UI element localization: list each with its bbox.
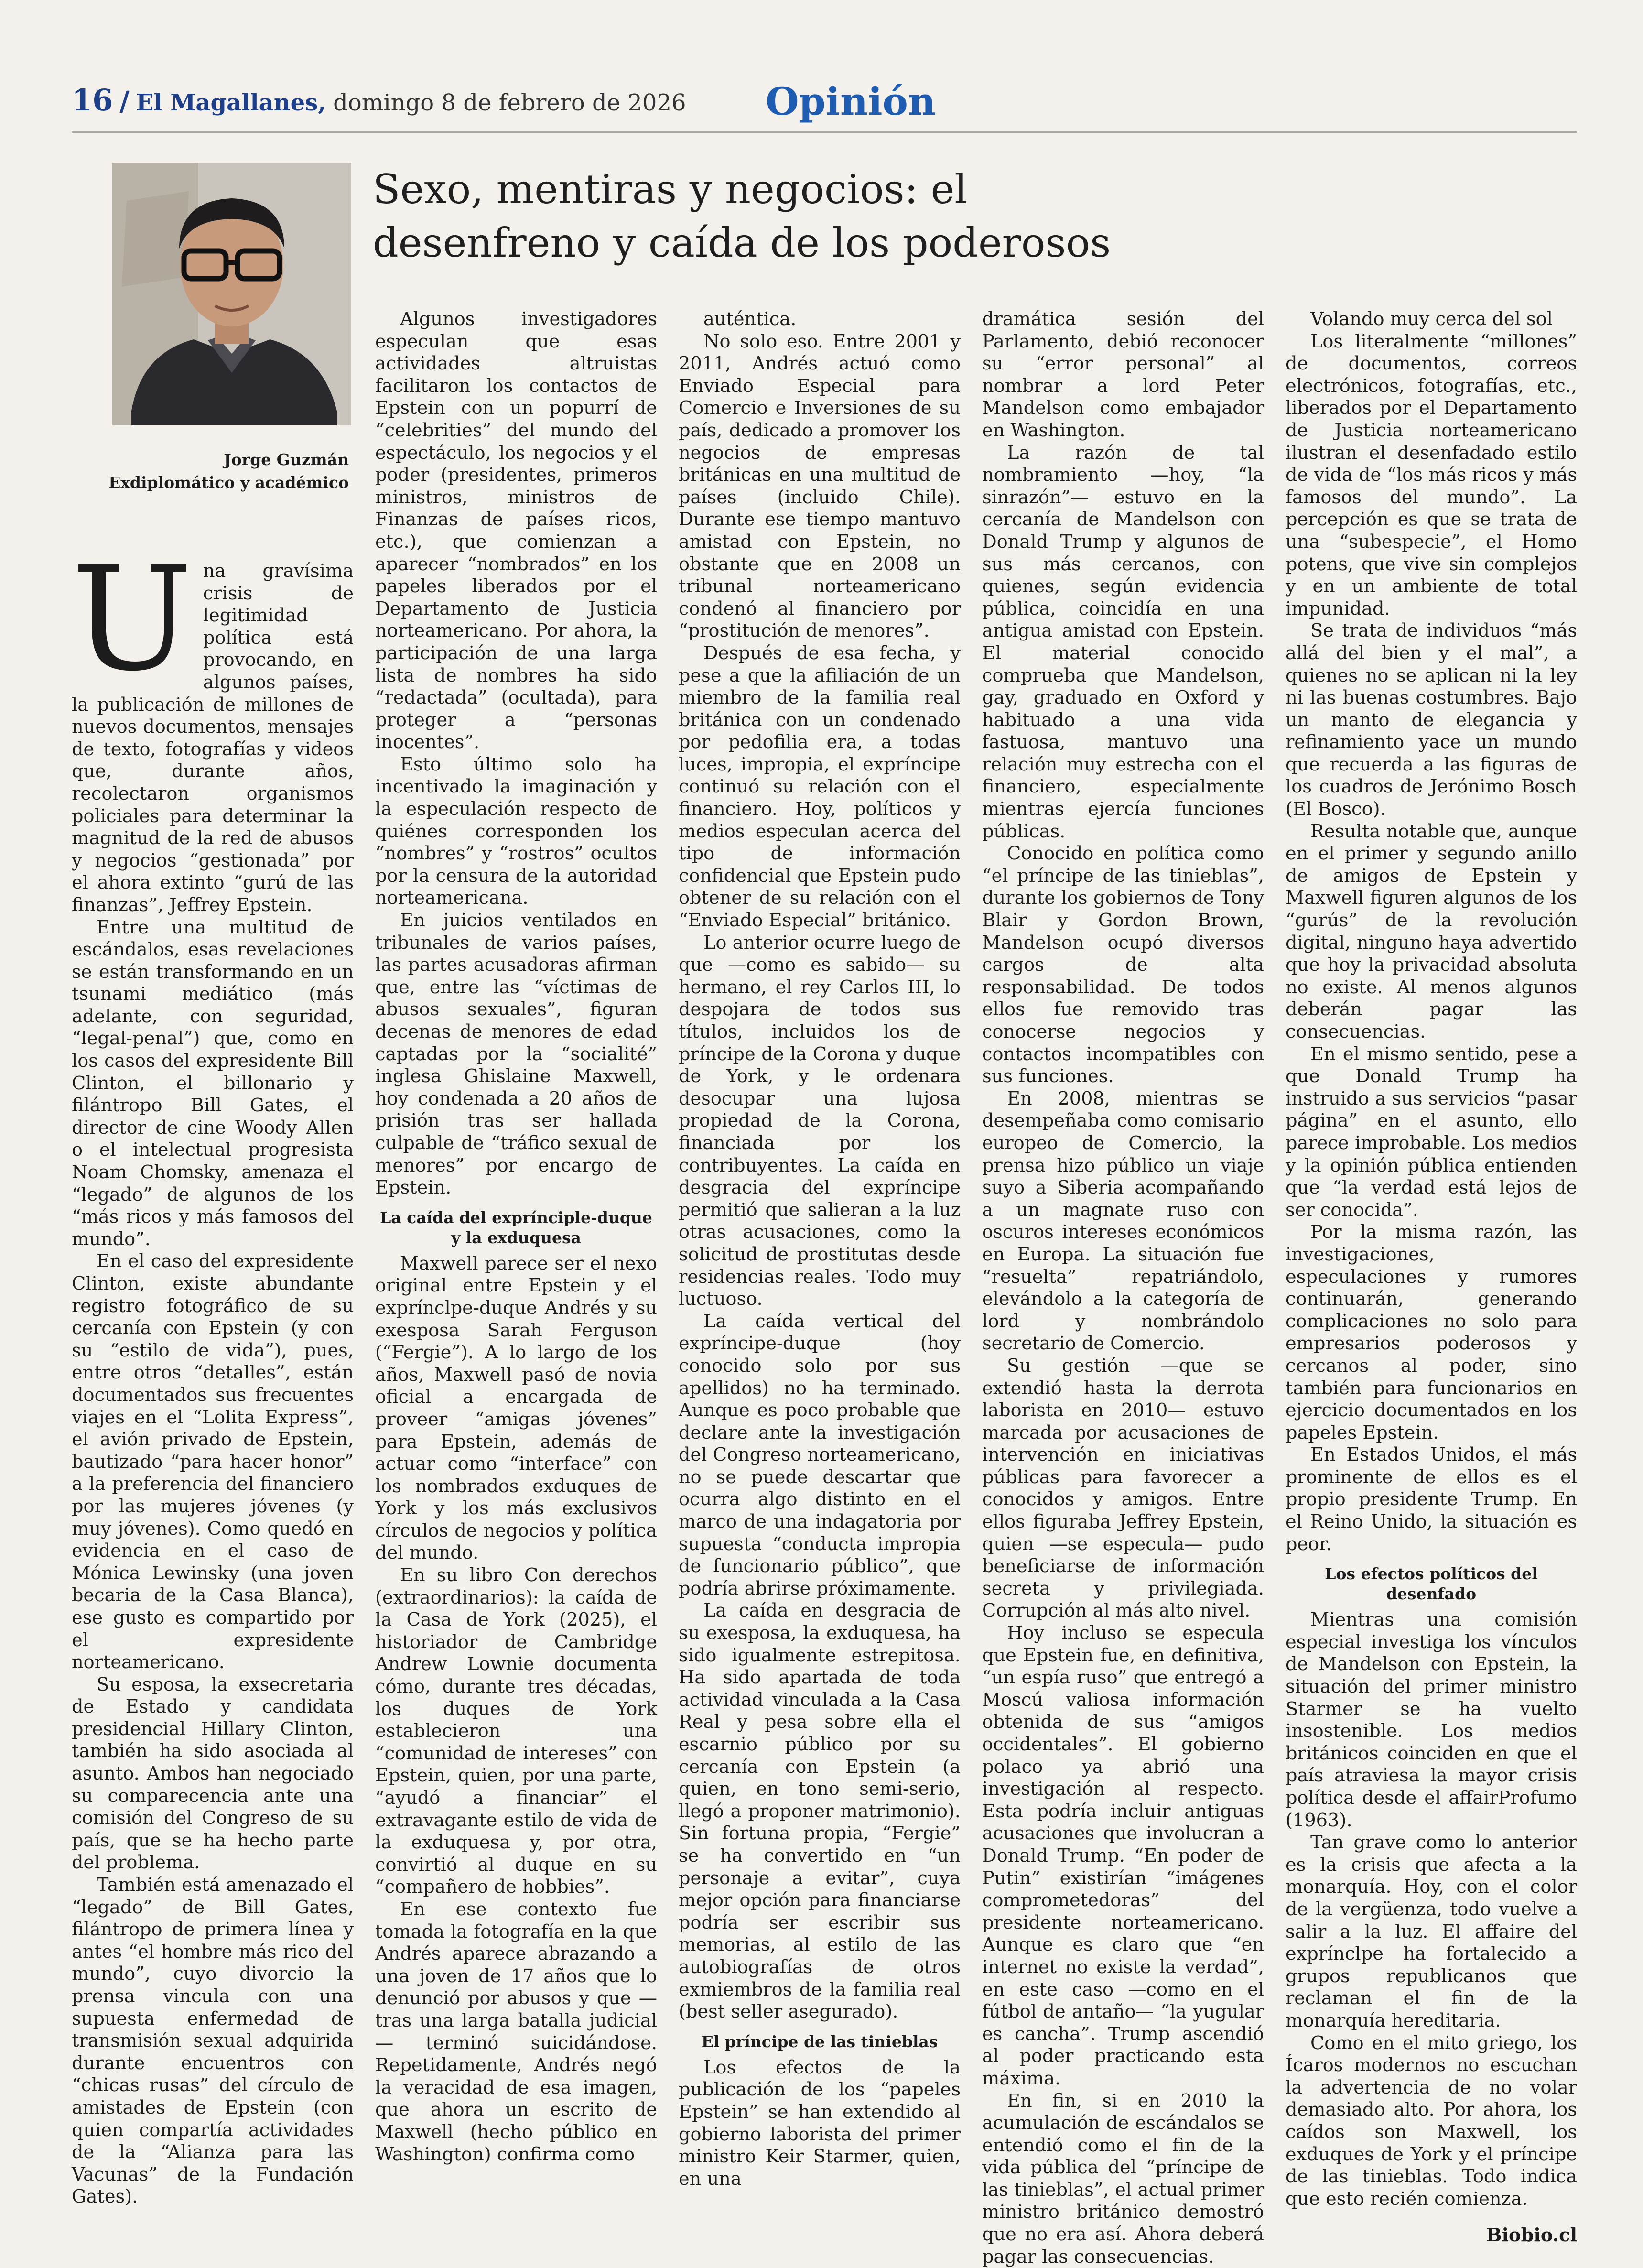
- article-column-2: [375, 308, 657, 2153]
- drop-cap: U: [72, 563, 193, 675]
- paragraph: auténtica.: [679, 308, 961, 331]
- paragraph: Maxwell parece ser el nexo original entre Epstein y el exprínclpe-duque Andrés y su exesposa Sarah Ferguson (“Fergie”). A lo largo de los años, Maxwell pasó de novia oficial a encargada de proveer “amigas jóvenes” para Epstein, además de actuar como “interface” con los nombrados exduques de York y los más exclusivos círculos de negocios y política del mundo.: [375, 1253, 657, 1564]
- paragraph: En juicios ventilados en tribunales de varios países, las partes acusadoras afirman que, entre las “víctimas de abusos sexuales”, figuran decenas de menores de edad captadas por la “socialité” inglesa Ghislaine Maxwell, hoy condenada a 20 años de prisión tras ser hallada culpable de “tráfico sexual de menores” por encargo de Epstein.: [375, 910, 657, 1199]
- paragraph: Mientras una comisión especial investiga los vínculos de Mandelson con Epstein, la situación del primer ministro Starmer se ha vuelto insostenible. Los medios británicos coinciden en que el país atraviesa la mayor crisis política desde el affairProfumo (1963).: [1286, 1609, 1577, 1832]
- paragraph: Su gestión —que se extendió hasta la derrota laborista en 2010— estuvo marcada por acusaciones de intervención en iniciativas públicas para favorecer a conocidos y amigos. Entre ellos figuraba Jeffrey Epstein, quien —se especula— pudo beneficiarse de información secreta y privilegiada. Corrupción al más alto nivel.: [982, 1355, 1264, 1622]
- folio-slash: /: [119, 86, 129, 117]
- paragraph: También está amenazado el “legado” de Bill Gates, filántropo de primera línea y antes “el hombre más rico del mundo”, cuyo divorcio la prensa vincula con una supuesta enfermedad de transmisión sexual adquirida durante encuentros con “chicas rusas” del círculo de amistades de Epstein (con quien compartía actividades de la “Alianza para las Vacunas” de la Fundación Gates).: [72, 1874, 354, 2208]
- paragraph: En el caso del expresidente Clinton, existe abundante registro fotográfico de su cercanía con Epstein (y con su “estilo de vida”), pues, entre otros “detalles”, están documentados sus frecuentes viajes en el “Lolita Express”, el avión privado de Epstein, bautizado “para hacer honor” a la preferencia del financiero por las mujeres jóvenes (y muy jóvenes). Como quedó en evidencia en el caso de Mónica Lewinsky (una joven becaria de la Casa Blanca), ese gusto es compartido por el expresidente norteamericano.: [72, 1250, 354, 1673]
- paragraph: Resulta notable que, aunque en el primer y segundo anillo de amigos de Epstein y Maxwell figuren algunos de los “gurús” de la revolución digital, ninguno haya advertido que hoy la privacidad absoluta no existe. Al menos algunos deberán pagar las consecuencias.: [1286, 821, 1577, 1043]
- paragraph: Por la misma razón, las investigaciones, especulaciones y rumores continuarán, generando complicaciones no solo para empresarios poderosos y cercanos al poder, sino también para funcionarios en ejercicio documentados en los papeles Epstein.: [1286, 1221, 1577, 1444]
- article-column-4: [982, 308, 1264, 2153]
- subheading: Los efectos políticos del desenfado: [1286, 1564, 1577, 1604]
- author-portrait-image: [112, 163, 351, 425]
- paragraph: No solo eso. Entre 2001 y 2011, Andrés actuó como Enviado Especial para Comercio e Inversiones de su país, dedicado a promover los negocios de empresas británicas en una multitud de países (incluido Chile). Durante ese tiempo mantuvo amistad con Epstein, no obstante que en 2008 un tribunal norteamericano condenó al financiero por “prostitución de menores”.: [679, 331, 961, 642]
- article-column-3: [679, 308, 961, 2153]
- paragraph: Entre una multitud de escándalos, esas revelaciones se están transformando en un tsunami mediático (más adelante, con seguridad, “legal-penal”) que, como en los casos del expresidente Bill Clinton, el billonario y filántropo Bill Gates, el director de cine Woody Allen o el intelectual progresista Noam Chomsky, amenaza el “legado” de algunos de los “más ricos y más famosos del mundo”.: [72, 917, 354, 1251]
- author-name: Jorge Guzmán: [72, 448, 349, 471]
- paragraph: na gravísima crisis de legitimidad política está provocando, en algunos países, la publicación de millones de nuevos documentos, mensajes de texto, fotografías y videos que, durante años, recolectaron organismos policiales para determinar la magnitud de la red de abusos y negocios “gestionada” por el ahora extinto “gurú de las finanzas”, Jeffrey Epstein.: [72, 560, 354, 917]
- paragraph: Hoy incluso se especula que Epstein fue, en definitiva, “un espía ruso” que entregó a Moscú valiosa información obtenida de sus “amigos occidentales”. El gobierno polaco ya abrió una investigación al respecto. Esta podría incluir antiguas acusaciones que involucran a Donald Trump. “En poder de Putin” existirían “imágenes comprometedoras” del presidente norteamericano. Aunque es claro que “en internet no existe la verdad”, en este caso —como en el fútbol de antaño— “la yugular es cancha”. Trump ascendió al poder practicando esta máxima.: [982, 1622, 1264, 2090]
- paragraph: dramática sesión del Parlamento, debió reconocer su “error personal” al nombrar a lord Peter Mandelson como embajador en Washington.: [982, 308, 1264, 442]
- paragraph: Tan grave como lo anterior es la crisis que afecta a la monarquía. Hoy, con el color de la vergüenza, todo vuelve a salir a la luz. El affaire del exprínclpe ha fortalecido a grupos republicanos que reclaman el fin de la monarquía hereditaria.: [1286, 1832, 1577, 2032]
- issue-date: domingo 8 de febrero de 2026: [333, 89, 686, 116]
- paragraph: La caída en desgracia de su exesposa, la exduquesa, ha sido igualmente estrepitosa. Ha sido apartada de toda actividad vinculada a la Casa Real y pesa sobre ella el escarnio público por su cercanía con Epstein (a quien, en tono semi-serio, llegó a proponer matrimonio). Sin fortuna propia, “Fergie” se ha convertido en “un personaje a evitar”, cuya mejor opción para financiarse podría ser escribir sus memorias, al estilo de las autobiografías de otros exmiembros de la familia real (best seller asegurado).: [679, 1600, 961, 2023]
- author-photo: [112, 163, 351, 425]
- author-byline: [72, 448, 349, 494]
- paragraph: Su esposa, la exsecretaria de Estado y candidata presidencial Hillary Clinton, también ha sido asociada al asunto. Ambos han negociado su comparecencia ante una comisión del Congreso de su país, que se ha hecho parte del problema.: [72, 1674, 354, 1874]
- paragraph: En fin, si en 2010 la acumulación de escándalos se entendió como el fin de la vida pública del “príncipe de las tinieblas”, el actual primer ministro británico demostró que no era así. Ahora deberá pagar las consecuencias.: [982, 2090, 1264, 2268]
- header-divider: [72, 131, 1577, 133]
- subheading: La caída del exprínciple-duque y la exduquesa: [375, 1208, 657, 1248]
- paragraph: Los efectos de la publicación de los “papeles Epstein” se han extendido al gobierno laborista del primer ministro Keir Starmer, quien, en una: [679, 2057, 961, 2191]
- paragraph: En su libro Con derechos (extraordinarios): la caída de la Casa de York (2025), el historiador de Cambridge Andrew Lownie documenta cómo, durante tres décadas, los duques de York establecieron una “comunidad de intereses” con Epstein, quien, por una parte, “ayudó a financiar” el extravagante estilo de vida de la exduquesa y, por otra, convirtió al duque en su “compañero de hobbies”.: [375, 1564, 657, 1899]
- paragraph: Los literalmente “millones” de documentos, correos electrónicos, fotografías, etc., liberados por el Departamento de Justicia norteamericano ilustran el desenfadado estilo de vida de “los más ricos y más famosos del mundo”. La percepción es que se trata de una “subespecie”, el Homo potens, que vive sin complejos y en un ambiente de total impunidad.: [1286, 331, 1577, 620]
- paragraph: Volando muy cerca del sol: [1286, 308, 1577, 331]
- newspaper-name: El Magallanes,: [136, 89, 326, 116]
- paragraph: Algunos investigadores especulan que esas actividades altruistas facilitaron los contactos de Epstein con un popurrí de “celebrities” del mundo del espectáculo, los negocios y el poder (presidentes, primeros ministros, ministros de Finanzas de países ricos, etc.), que comienzan a aparecer “nombrados” en los papeles liberados por el Departamento de Justicia norteamericano. Por ahora, la participación de una larga lista de nombres ha sido “redactada” (ocultada), para proteger a “personas inocentes”.: [375, 308, 657, 754]
- paragraph: Lo anterior ocurre luego de que —como es sabido— su hermano, el rey Carlos III, lo despojara de todos sus títulos, incluidos los de príncipe de la Corona y duque de York, y le ordenara desocupar una lujosa propiedad de la Corona, financiada por los contribuyentes. La caída en desgracia del expríncipe permitió que salieran a la luz otras acusaciones, como la solicitud de prostitutas desde residencias reales. Todo muy luctuoso.: [679, 932, 961, 1311]
- paragraph: Después de esa fecha, y pese a que la afiliación de un miembro de la familia real británica con un condenado por pedofilia era, a todas luces, impropia, el expríncipe continuó su relación con el financiero. Hoy, políticos y medios especulan acerca del tipo de información confidencial que Epstein pudo obtener de su relación con el “Enviado Especial” británico.: [679, 642, 961, 932]
- page-number: 16: [72, 83, 113, 118]
- subheading: El príncipe de las tinieblas: [679, 2032, 961, 2052]
- article-column-1: [72, 560, 354, 2152]
- paragraph: Esto último solo ha incentivado la imaginación y la especulación respecto de quiénes corresponden los “nombres” y “rostros” ocultos por la censura de la autoridad norteamericana.: [375, 754, 657, 910]
- source-credit: Biobio.cl: [1286, 2225, 1577, 2247]
- author-role: Exdiplomático y académico: [72, 471, 349, 494]
- section-title: Opinión: [726, 79, 975, 124]
- paragraph: Se trata de individuos “más allá del bien y el mal”, a quienes no se aplican ni la ley ni las buenas costumbres. Bajo un manto de elegancia y refinamiento yace un mundo que recuerda a las figuras de los cuadros de Jerónimo Bosch (El Bosco).: [1286, 620, 1577, 820]
- paragraph: En 2008, mientras se desempeñaba como comisario europeo de Comercio, la prensa hizo público un viaje suyo a Siberia acompañando a un magnate ruso con oscuros intereses económicos en Europa. La situación fue “resuelta” repatriándolo, elevándolo a la categoría de lord y nombrándolo secretario de Comercio.: [982, 1088, 1264, 1355]
- paragraph: Como en el mito griego, los Ícaros modernos no escuchan la advertencia de no volar demasiado alto. Por ahora, los caídos son Maxwell, los exduques de York y el príncipe de las tinieblas. Todo indica que esto recién comienza.: [1286, 2032, 1577, 2211]
- article-headline: Sexo, mentiras y negocios: el desenfreno y caída de los poderosos: [373, 163, 1185, 270]
- paragraph: La razón de tal nombramiento —hoy, “la sinrazón”— estuvo en la cercanía de Mandelson con Donald Trump y algunos de sus más cercanos, con quienes, según evidencia pública, coincidía en una antigua amistad con Epstein. El material conocido comprueba que Mandelson, gay, graduado en Oxford y habituado a una vida fastuosa, mantuvo una relación muy estrecha con el financiero, especialmente mientras ejercía funciones públicas.: [982, 442, 1264, 843]
- header-folio: [72, 83, 686, 118]
- page-header: [72, 79, 1577, 131]
- paragraph: Conocido en política como “el príncipe de las tinieblas”, durante los gobiernos de Tony Blair y Gordon Brown, Mandelson ocupó diversos cargos de alta responsabilidad. De todos ellos fue removido tras conocerse negocios y contactos incompatibles con sus funciones.: [982, 843, 1264, 1088]
- article-column-5: [1286, 308, 1577, 2144]
- paragraph: La caída vertical del expríncipe-duque (hoy conocido solo por sus apellidos) no ha terminado. Aunque es poco probable que declare ante la investigación del Congreso norteamericano, no se puede descartar que ocurra algo distinto en el marco de una indagatoria por supuesta “conducta impropia de funcionario público”, que podría abrirse próximamente.: [679, 1311, 961, 1600]
- paragraph: En ese contexto fue tomada la fotografía en la que Andrés aparece abrazando a una joven de 17 años que lo denunció por abusos y que —tras una larga batalla judicial— terminó suicidándose. Repetidamente, Andrés negó la veracidad de esa imagen, que ahora un escrito de Maxwell (hecho público en Washington) confirma como: [375, 1899, 657, 2166]
- paragraph: En Estados Unidos, el más prominente de ellos es el propio presidente Trump. En el Reino Unido, la situación es peor.: [1286, 1444, 1577, 1555]
- paragraph: En el mismo sentido, pese a que Donald Trump ha instruido a sus servicios “pasar página” en el asunto, ello parece improbable. Los medios y la opinión pública entienden que “la verdad está lejos de ser conocida”.: [1286, 1043, 1577, 1222]
